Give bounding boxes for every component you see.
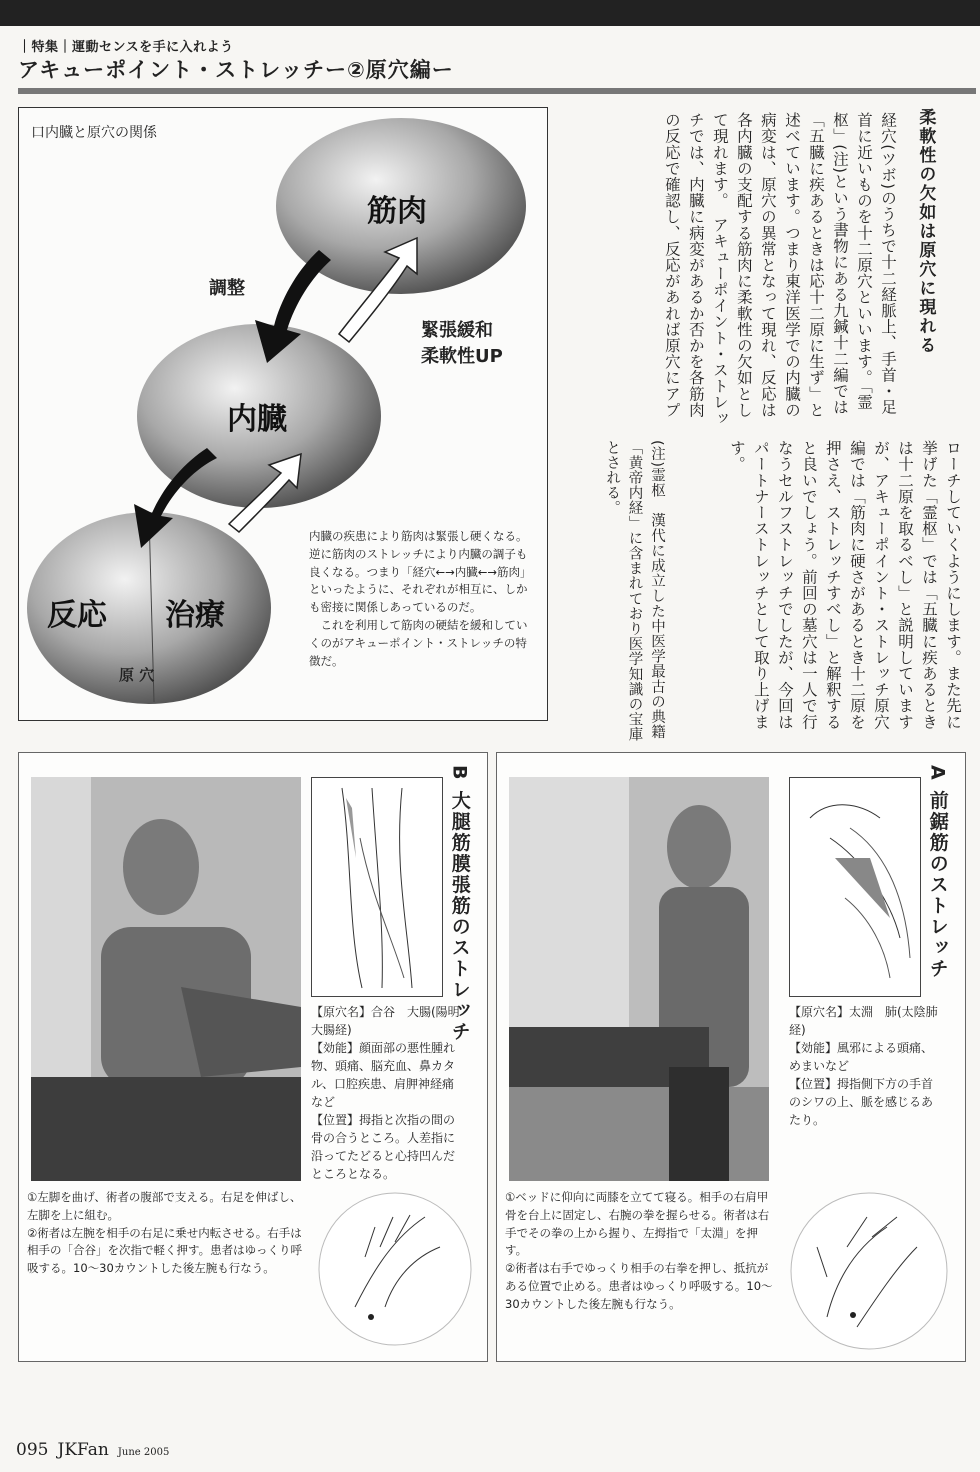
- panel-a-muscle-sketch: [789, 777, 921, 997]
- panel-a-step-1: ①ベッドに仰向に両膝を立てて寝る。相手の右肩甲骨を台上に固定し、右腕の拳を握らせる。術者は右手でその拳の上から握り、左拇指で「太淵」を押す。: [505, 1190, 770, 1258]
- panel-b-step-1: ①左脚を曲げ、術者の腹部で支える。右足を伸ばし、左脚を上に組む。: [27, 1190, 302, 1222]
- panel-b-steps: [27, 1189, 309, 1278]
- panel-b-title: B 大腿筋膜張筋のストレッチ: [448, 765, 471, 1043]
- panel-a-info-position: 【位置】拇指側下方の手首のシワの上、脈を感じるあたり。: [789, 1077, 934, 1127]
- panel-a-info-name: 【原穴名】太淵 肺(太陰肺経): [789, 1005, 938, 1037]
- genketsu-label: 原 穴: [119, 666, 155, 684]
- relax-label-1: 緊張緩和: [421, 320, 493, 341]
- adjust-label: 調整: [209, 278, 245, 299]
- panel-a-serratus-stretch: [496, 752, 966, 1362]
- panel-a-title: A 前鋸筋のストレッチ: [926, 765, 949, 980]
- panel-a-steps: [505, 1189, 779, 1314]
- panel-a-info-effect: 【効能】風邪による頭痛、めまいなど: [789, 1041, 934, 1073]
- panel-b-info-effect: 【効能】顔面部の悪性腫れ物、頭痛、脳充血、鼻カタル、口腔疾患、肩胛神経痛など: [311, 1041, 456, 1109]
- panel-b-step-2: ②術者は左腕を相手の右足に乗せ内転させる。右手は相手の「合谷」を次指で軽く押す。患者はゆっくり呼吸する。10～30カウントした後左腕も行なう。: [27, 1225, 302, 1276]
- header-rule: [18, 88, 976, 94]
- page-footer: [16, 1440, 169, 1460]
- relax-label-2: 柔軟性UP: [421, 346, 503, 367]
- top-black-bar: [0, 0, 980, 26]
- diagram-title: 口内臓と原穴の関係: [31, 125, 157, 141]
- panel-a-info: [789, 1003, 941, 1129]
- article-footnote: (注)霊枢 漢代に成立した中医学最古の典籍「黄帝内経」に含まれており医学知識の宝庫とされる。: [604, 440, 665, 742]
- panel-b-photo: [31, 777, 301, 1181]
- panel-b-tfl-stretch: [18, 752, 488, 1362]
- panel-b-hand-sketch: [315, 1187, 475, 1351]
- organ-acupoint-diagram: [18, 107, 548, 721]
- diagram-note-text-2: これを利用して筋肉の硬結を緩和していくのがアキューポイント・ストレッチの特徴だ。: [309, 618, 528, 668]
- panel-a-hand-sketch: [787, 1187, 951, 1353]
- panel-b-muscle-sketch: [311, 777, 443, 997]
- muscle-label: 筋肉: [367, 194, 427, 229]
- panel-a-step-2: ②術者は右手でゆっくり相手の右拳を押し、抵抗がある位置で止める。患者はゆっくり呼吸する。10～30カウントした後左腕も行なう。: [505, 1261, 773, 1311]
- panel-b-info-position: 【位置】拇指と次指の間の骨の合うところ。人差指に沿ってたどると心持凹んだところとなる。: [311, 1113, 456, 1181]
- panel-b-info-name: 【原穴名】合谷 大腸(陽明大腸経): [311, 1005, 460, 1037]
- reaction-label: 反応: [47, 598, 107, 633]
- panel-b-info: [311, 1003, 463, 1183]
- page-number: 095: [16, 1440, 49, 1460]
- diagram-note-text: 内臓の疾患により筋肉は緊張し硬くなる。逆に筋肉のストレッチにより内臓の調子も良くなる。つまり「経穴←→内臓←→筋肉」といったように、それぞれが相互に、しかも密接に関係しあっているのだ。: [309, 529, 532, 615]
- panel-a-photo: [509, 777, 769, 1181]
- diagram-note: [309, 528, 534, 671]
- organ-label: 内臓: [227, 402, 287, 437]
- article-body-bottom: ローチしていくようにします。また先に挙げた「霊枢」では「五臓に疾あるときは十二原を取るべし」と説明していますが、アキューポイント・ストレッチ原穴編では「筋肉に硬さがあるとき十二原を押さえ、ストレッチすべし」と解釈すると良いでしょう。前回の墓穴は一人で行なうセルフストレッチでしたが、今回はパートナーストレッチとして取り上げます。: [727, 440, 962, 730]
- article-heading: 柔軟性の欠如は原穴に現れる: [915, 108, 936, 355]
- section-kicker: ｜特集｜運動センスを手に入れよう: [18, 40, 234, 55]
- article-body-top: 経穴(ツボ)のうちで十二経脈上、手首・足首に近いものを十二原穴といいます。「霊枢」(注)という書物にある九鍼十二編では「五臓に疾あるときは応十二原に生ず」と述べています。つまり東洋医学での内臓の病変は、原穴の異常となって現れ、反応は各内臓の支配する筋肉に柔軟性の欠如として現れます。 アキューポイント・ストレッチでは、内臓に病変があるか否かを各筋肉の反応で確認し、反応があれば原穴にアプ: [662, 112, 897, 427]
- page-title: アキューポイント・ストレッチー②原穴編ー: [18, 58, 454, 82]
- treatment-label: 治療: [165, 598, 225, 633]
- issue-date: June 2005: [117, 1447, 170, 1458]
- magazine-name: JKFan: [57, 1440, 109, 1460]
